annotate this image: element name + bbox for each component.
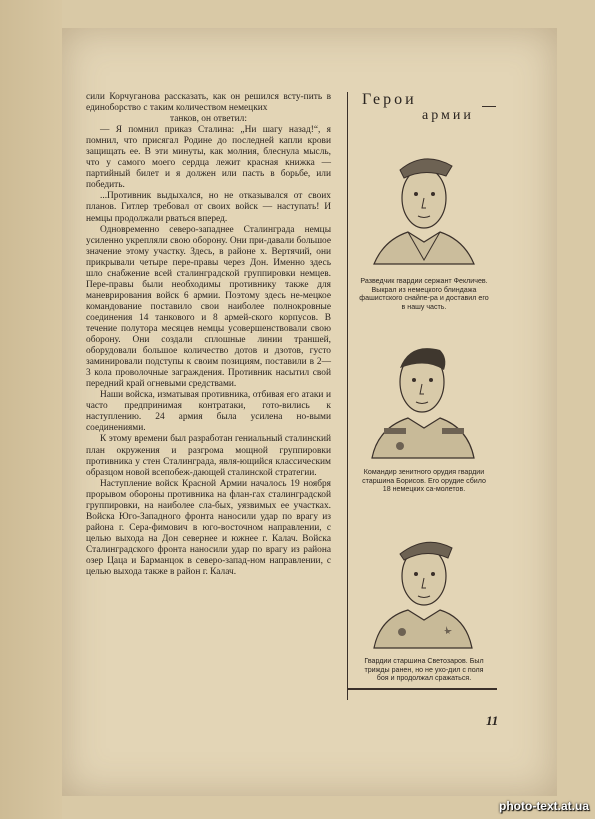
sidebar-title: Герои (362, 91, 417, 108)
paragraph: ...Противник выдыхался, но не отказывался от своих планов. Гитлер требовал от своих войск — наступать! И немцы продолжали рваться вперед. (86, 191, 331, 224)
hero-caption: Разведчик гвардии сержант Фекличев. Выкрал из немецкого блиндажа фашистского снайпе-ра и доставил его в нашу часть. (359, 277, 489, 311)
paragraph: — Я помнил приказ Сталина: „Ни шагу назад!“, я помнил, что присягал Родине до последней капли крови защищать ее. В эти минуты, как молния, блеснула мысль, что у самого моего сердца лежит красная книжка — партийный билет и я должен или пасть в борьбе, или победить. (86, 125, 331, 191)
portrait-feklichev (364, 132, 482, 272)
sidebar-subtitle: армии (422, 108, 474, 123)
paragraph: К этому времени был разработан гениальный сталинский план окружения и разгрома мощной группировки противника у стен Сталинграда, явля-ющийся классическим образцом новой всепобеж-дающей сталинской стратегии. (86, 434, 331, 478)
page-number: 11 (486, 713, 499, 728)
paragraph: танков, он ответил: (170, 114, 247, 125)
title-rule (482, 106, 496, 107)
article-body (86, 92, 331, 578)
page-edge (0, 0, 62, 819)
portrait-svetozarov (364, 514, 482, 652)
watermark: photo-text.at.ua (499, 799, 589, 813)
hero-caption: Гвардии старшина Светозаров. Был трижды ранен, но не ухо-дил с поля боя и продолжал сражаться. (364, 657, 484, 683)
portrait-borisov (364, 324, 482, 462)
hero-caption: Командир зенитного орудия гвардии старшина Борисов. Его орудие сбило 18 немецких са-молетов. (362, 468, 486, 494)
sidebar-bottom-rule (347, 688, 497, 690)
heroes-sidebar (347, 92, 496, 700)
paragraph: Наступление войск Красной Армии началось 19 ноября прорывом обороны противника на флан-гах сталинградской группировки, на наиболее сла-бых, уязвимых ее участках. Войска Юго-Западного фронта наносили удар по врагу из района г. Сера-фимович в юго-восточном направлении, с целью выхода на Дон севернее и южнее г. Калач. Войска Сталинградского фронта наносили удар по врагу из района озер Цаца и Барманцок в северо-запад-ном направлении, с целью выхода также в район г. Калач. (86, 478, 331, 578)
paragraph: Наши войска, изматывая противника, отбивая его атаки и часто предпринимая контратаки, гото-вились к наступлению. 24 армия была усилена но-выми соединениями. (86, 390, 331, 434)
paragraph: сили Корчуганова рассказать, как он решился всту-пить в единоборство с таким количеством немецких (86, 92, 331, 114)
paragraph: Одновременно северо-западнее Сталинграда немцы усиленно укрепляли свою оборону. Они при-давали большое значение этому участку. Здесь, в районе х. Вертячий, они прикрывали четыре пере-правы через Дон. Именно здесь шло снабжение всей сталинградской группировки немцев. Пере-правы были необходимы противнику также для маневрирования войск 6 армии. Поэтому здесь не-мецкое командование поставило свои наиболее полнокровные соединения 14 танкового и 8 армей-ского корпусов. В течение полутора месяцев немцы усовершенствовали свою оборону. Они создали сплошные линии траншей, оборудовали большое количество дотов и дзотов, густо заминировали подступы к своим позициям, поставили в 2—3 кола проволочные заграждения. Противник насытил свой передний край огневыми средствами. (86, 224, 331, 390)
